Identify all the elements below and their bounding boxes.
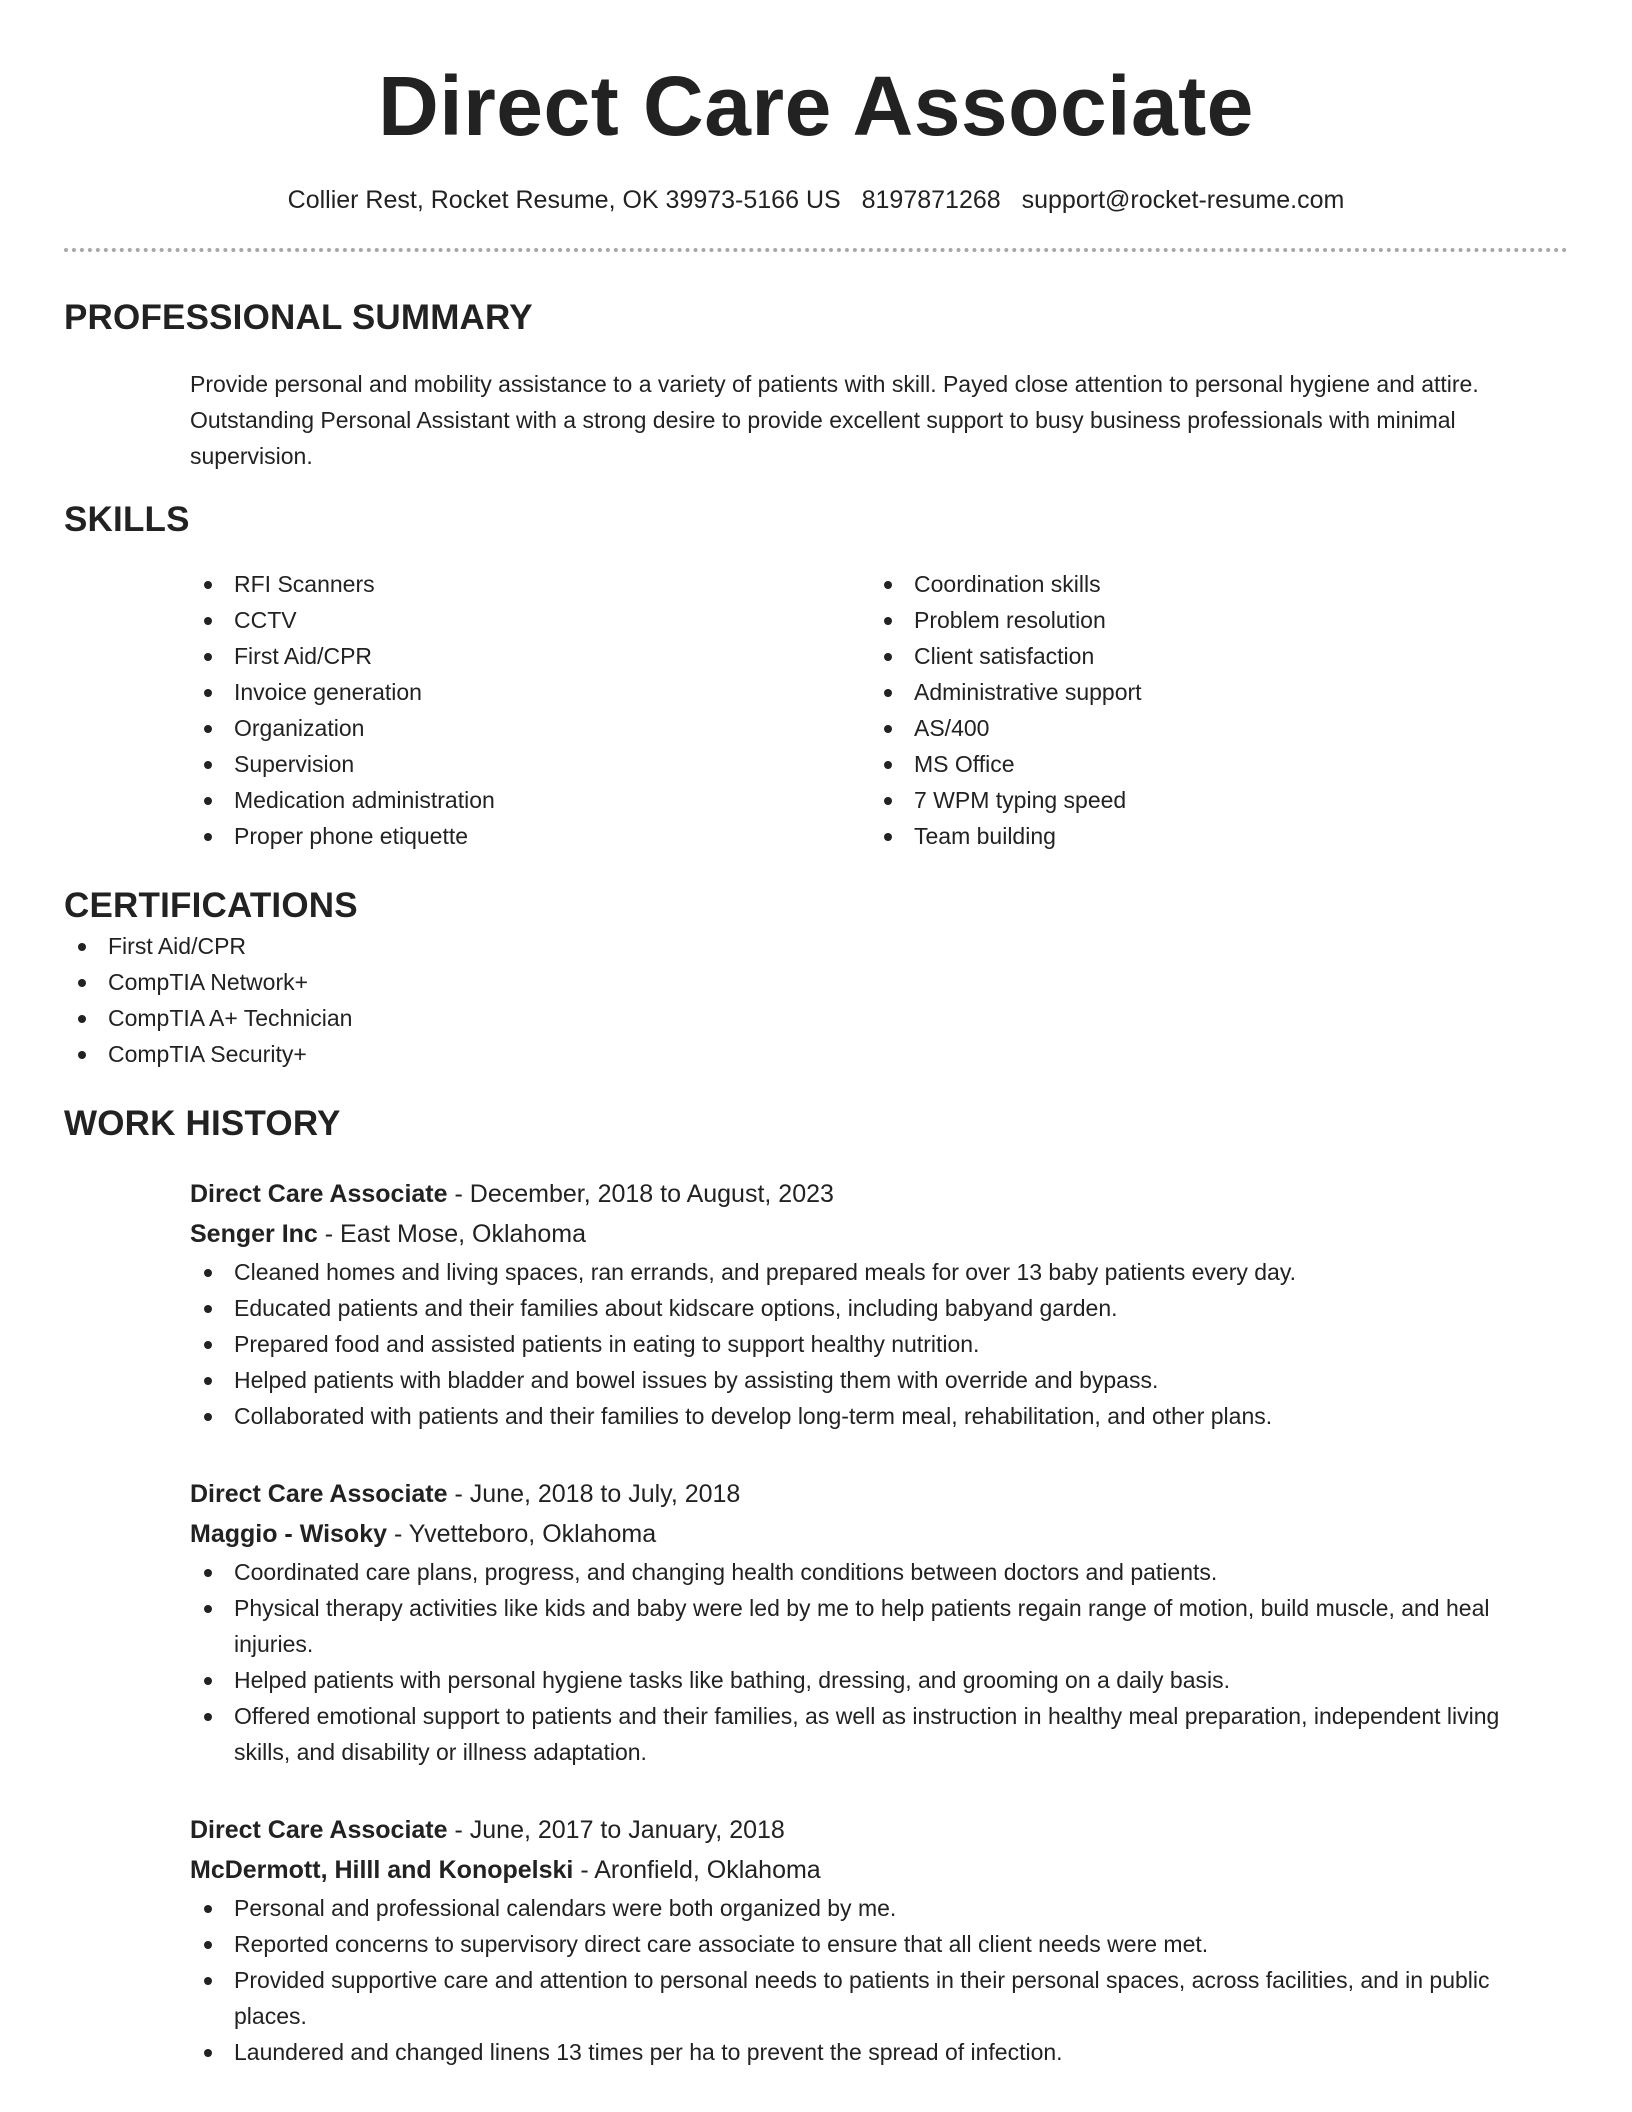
job-role: Direct Care Associate <box>190 1816 448 1844</box>
candidate-name: Direct Care Associate <box>378 59 1254 153</box>
skill-item: First Aid/CPR <box>190 638 870 674</box>
job-duty: Cleaned homes and living spaces, ran errands, and prepared meals for over 13 baby patients every day. <box>190 1254 1568 1290</box>
contact-line <box>64 184 1568 216</box>
certification-item: CompTIA A+ Technician <box>64 1000 1568 1036</box>
skill-item: Administrative support <box>870 674 1550 710</box>
job-entry <box>190 1474 1568 1770</box>
resume-page <box>64 0 1568 2070</box>
job-location: - Aronfield, Oklahoma <box>573 1856 821 1884</box>
summary-section <box>64 296 1568 474</box>
job-dates: - June, 2018 to July, 2018 <box>447 1480 741 1508</box>
certification-item: First Aid/CPR <box>64 928 1568 964</box>
job-title-line <box>190 1810 1568 1850</box>
skill-item: Proper phone etiquette <box>190 818 870 854</box>
job-duties-list <box>190 1890 1568 2070</box>
job-dates: - June, 2017 to January, 2018 <box>447 1816 785 1844</box>
job-duty: Physical therapy activities like kids and baby were led by me to help patients regain range of motion, build muscle, and heal injuries. <box>190 1590 1568 1662</box>
job-duty: Helped patients with personal hygiene tasks like bathing, dressing, and grooming on a daily basis. <box>190 1662 1568 1698</box>
summary-text: Provide personal and mobility assistance to a variety of patients with skill. Payed close attention to personal hygiene and attire. Outstanding Personal Assistant with a strong desire to provide excellent support to busy business professionals with minimal supervision. <box>190 371 1479 469</box>
certifications-list <box>64 928 1568 1072</box>
job-duties-list <box>190 1554 1568 1770</box>
skills-list-left <box>190 566 870 854</box>
job-duty: Laundered and changed linens 13 times per ha to prevent the spread of infection. <box>190 2034 1568 2070</box>
skill-item: Medication administration <box>190 782 870 818</box>
job-company-line <box>190 1850 1568 1890</box>
work-history-section <box>64 1102 1568 2070</box>
job-role: Direct Care Associate <box>190 1480 448 1508</box>
work-history-heading: WORK HISTORY <box>64 1104 341 1143</box>
contact-address: Collier Rest, Rocket Resume, OK 39973-5166 US <box>287 186 841 214</box>
skill-item: Team building <box>870 818 1550 854</box>
skills-heading: SKILLS <box>64 500 190 539</box>
summary-heading: PROFESSIONAL SUMMARY <box>64 298 533 337</box>
job-duty: Collaborated with patients and their families to develop long-term meal, rehabilitation, and other plans. <box>190 1398 1568 1434</box>
job-role: Direct Care Associate <box>190 1180 448 1208</box>
job-company: McDermott, Hilll and Konopelski <box>190 1856 574 1884</box>
job-location: - East Mose, Oklahoma <box>317 1220 586 1248</box>
skills-column-left <box>190 566 870 854</box>
job-duty: Educated patients and their families about kidscare options, including babyand garden. <box>190 1290 1568 1326</box>
certification-item: CompTIA Security+ <box>64 1036 1568 1072</box>
certification-item: CompTIA Network+ <box>64 964 1568 1000</box>
skills-columns <box>190 566 1568 854</box>
job-duty: Prepared food and assisted patients in eating to support healthy nutrition. <box>190 1326 1568 1362</box>
skills-section <box>64 498 1568 854</box>
job-company-line <box>190 1514 1568 1554</box>
job-entry <box>190 1810 1568 2070</box>
certifications-heading: CERTIFICATIONS <box>64 886 358 925</box>
job-company: Maggio - Wisoky <box>190 1520 388 1548</box>
skill-item: RFI Scanners <box>190 566 870 602</box>
job-company-line <box>190 1214 1568 1254</box>
job-duty: Reported concerns to supervisory direct care associate to ensure that all client needs were met. <box>190 1926 1568 1962</box>
skill-item: CCTV <box>190 602 870 638</box>
skills-list-right <box>870 566 1550 854</box>
job-duties-list <box>190 1254 1568 1434</box>
contact-phone: 8197871268 <box>861 186 1001 214</box>
contact-email: support@rocket-resume.com <box>1021 186 1345 214</box>
header-divider <box>64 248 1568 252</box>
skill-item: AS/400 <box>870 710 1550 746</box>
job-duty: Helped patients with bladder and bowel issues by assisting them with override and bypass. <box>190 1362 1568 1398</box>
job-dates: - December, 2018 to August, 2023 <box>447 1180 834 1208</box>
skills-column-right <box>870 566 1550 854</box>
job-title-line <box>190 1474 1568 1514</box>
job-title-line <box>190 1174 1568 1214</box>
job-duty: Coordinated care plans, progress, and changing health conditions between doctors and patients. <box>190 1554 1568 1590</box>
skill-item: Client satisfaction <box>870 638 1550 674</box>
skill-item: 7 WPM typing speed <box>870 782 1550 818</box>
skill-item: Invoice generation <box>190 674 870 710</box>
skill-item: Supervision <box>190 746 870 782</box>
skill-item: Problem resolution <box>870 602 1550 638</box>
skill-item: Coordination skills <box>870 566 1550 602</box>
skill-item: Organization <box>190 710 870 746</box>
job-location: - Yvetteboro, Oklahoma <box>387 1520 657 1548</box>
job-entry <box>190 1174 1568 1434</box>
skill-item: MS Office <box>870 746 1550 782</box>
job-company: Senger Inc <box>190 1220 318 1248</box>
job-duty: Offered emotional support to patients and their families, as well as instruction in healthy meal preparation, independent living skills, and disability or illness adaptation. <box>190 1698 1568 1770</box>
job-duty: Provided supportive care and attention to personal needs to patients in their personal spaces, across facilities, and in public places. <box>190 1962 1568 2034</box>
job-duty: Personal and professional calendars were both organized by me. <box>190 1890 1568 1926</box>
certifications-section <box>64 884 1568 1072</box>
